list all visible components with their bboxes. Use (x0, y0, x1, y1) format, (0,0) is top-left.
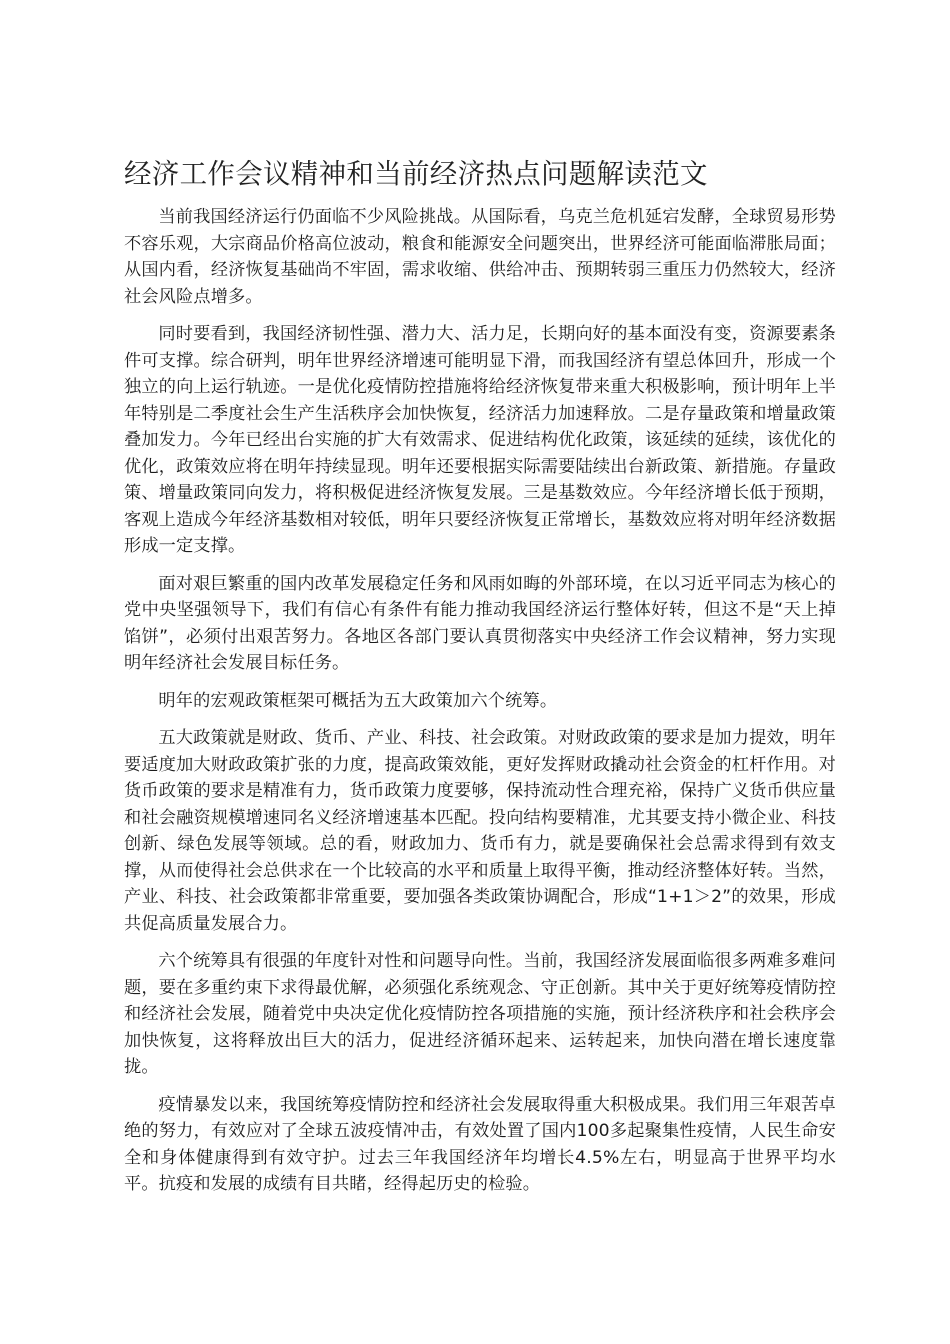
paragraph-risk-challenges: 当前我国经济运行仍面临不少风险挑战。从国际看，乌克兰危机延宕发酵，全球贸易形势不容乐观，大宗商品价格高位波动，粮食和能源安全问题突出，世界经济可能面临滞胀局面；从国内看，经济恢复基础尚不牢固，需求收缩、供给冲击、预期转弱三重压力仍然较大，经济社会风险点增多。 (124, 207, 836, 307)
paragraph-six-coordinations: 六个统筹具有很强的年度针对性和问题导向性。当前，我国经济发展面临很多两难多难问题，要在多重约束下求得最优解，必须强化系统观念、守正创新。其中关于更好统筹疫情防控和经济社会发展，随着党中央决定优化疫情防控各项措施的实施，预计经济秩序和社会秩序会加快恢复，这将释放出巨大的活力，促进经济循环起来、运转起来，加快向潜在增长速度靠拢。 (124, 951, 836, 1077)
paragraph-five-policies: 五大政策就是财政、货币、产业、科技、社会政策。对财政政策的要求是加力提效，明年要适度加大财政政策扩张的力度，提高政策效能，更好发挥财政撬动社会资金的杠杆作用。对货币政策的要求是精准有力，货币政策力度要够，保持流动性合理充裕，保持广义货币供应量和社会融资规模增速同名义经济增速基本匹配。投向结构要精准，尤其要支持小微企业、科技创新、绿色发展等领域。总的看，财政加力、货币有力，就是要确保社会总需求得到有效支撑，从而使得社会总供求在一个比较高的水平和质量上取得平衡，推动经济整体好转。当然，产业、科技、社会政策都非常重要，要加强各类政策协调配合，形成“1+1＞2”的效果，形成共促高质量发展合力。 (124, 728, 836, 934)
paragraph-epidemic-results: 疫情暴发以来，我国统筹疫情防控和经济社会发展取得重大积极成果。我们用三年艰苦卓绝的努力，有效应对了全球五波疫情冲击，有效处置了国内100多起聚集性疫情，人民生命安全和身体健康得到有效守护。过去三年我国经济年均增长4.5%左右，明显高于世界平均水平。抗疫和发展的成绩有目共睹，经得起历史的检验。 (124, 1094, 836, 1194)
paragraph-confidence: 面对艰巨繁重的国内改革发展稳定任务和风雨如晦的外部环境，在以习近平同志为核心的党中央坚强领导下，我们有信心有条件有能力推动我国经济运行整体好转，但这不是“天上掉馅饼”，必须付出艰苦努力。各地区各部门要认真贯彻落实中央经济工作会议精神，努力实现明年经济社会发展目标任务。 (124, 573, 836, 673)
paragraph-policy-framework: 明年的宏观政策框架可概括为五大政策加六个统筹。 (158, 690, 558, 711)
paragraph-economic-resilience: 同时要看到，我国经济韧性强、潜力大、活力足，长期向好的基本面没有变，资源要素条件可支撑。综合研判，明年世界经济增速可能明显下滑，而我国经济有望总体回升，形成一个独立的向上运行轨迹。一是优化疫情防控措施将给经济恢复带来重大积极影响，预计明年上半年特别是二季度社会生产生活秩序会加快恢复，经济活力加速释放。二是存量政策和增量政策叠加发力。今年已经出台实施的扩大有效需求、促进结构优化政策，该延续的延续，该优化的优化，政策效应将在明年持续显现。明年还要根据实际需要陆续出台新政策、新措施。存量政策、增量政策同向发力，将积极促进经济恢复发展。三是基数效应。今年经济增长低于预期，客观上造成今年经济基数相对较低，明年只要经济恢复正常增长，基数效应将对明年经济数据形成一定支撑。 (124, 324, 836, 556)
document-title: 经济工作会议精神和当前经济热点问题解读范文 (124, 158, 708, 190)
document-body (124, 204, 836, 1209)
